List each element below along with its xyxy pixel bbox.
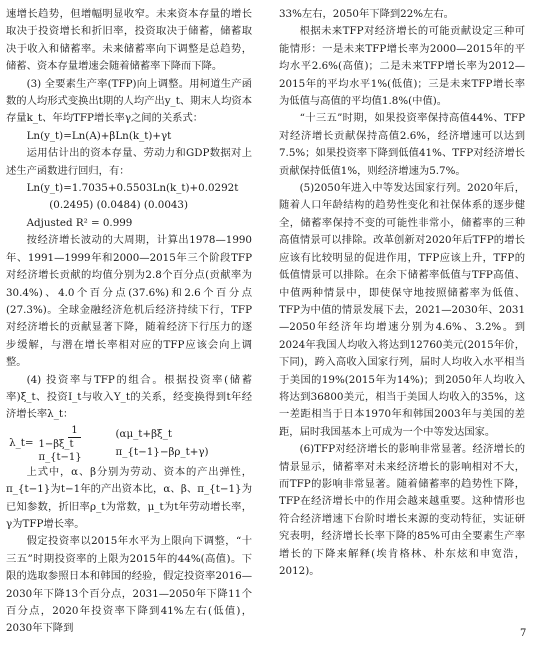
equation-growth-rhs: (αμ_t+βξ_t π_{t−1}−βρ_t+γ) [115,428,209,458]
paragraph-2050-outlook: (5)2050年进入中等发达国家行列。2020年后，随着人口年龄结构的趋势性变化和社保体系的逐步健全，储蓄率保持不变的可能性非常小，储蓄率的三种高值情景可以排除。改革创新对2020年后TFP的增长应该有比较明显的促进作用，TFP应该上升，TFP的低值情景可以排除。在余下储蓄率低值与TFP高值、中值两种情景中，即使保守地按照储蓄率为低值、TFP为中值的情景发展下去，2021—2030年、2031—2050年经济年均增速分别为4.6%、3.2%。到2024年我国人均收入将达到12760美元(2015年价，下同)，跨入高收入国家行列，届时人均收入水平相当于美国的19%(2015年为14%)；到2050年人均收入将达到36800美元，相当于美国人均收入的35%，这一差距相当于日本1970年和韩国2003年与美国的差距，届时我国基本上可成为一个中等发达国家。 [279,182,525,438]
equation-production-function: Ln(y_t)=Ln(A)+βLn(k_t)+γt [26,129,172,142]
right-column [279,6,525,580]
equation-r-squared: Adjusted R² = 0.999 [26,216,133,229]
equation-growth-fraction [36,424,114,464]
page-number: 7 [520,628,527,639]
fraction-numerator: 1 [68,424,80,438]
paragraph-tfp-impact: (6)TFP对经济增长的影响非常显著。经济增长的情景显示，储蓄率对未来经济增长的影响相对不大，而TFP的影响非常显著。随着储蓄率的趋势性下降，TFP在经济增长中的作用会越来越重要。这种情形也符合经济增速下台阶时增长来源的变动特征，实证研究表明，经济增长长率下降的85%可由全要素生产率增长的下降来解释(埃肯格林、朴东炫和申宽浩，2012)。 [279,443,525,577]
paragraph-capital-growth: 速增长趋势，但增幅明显收窄。未来资本存量的增长取决于投资增长和折旧率，投资取决于储蓄，储蓄取决于收入和储蓄率。未来储蓄率向下调整是总趋势，储蓄、资本存量增速会随着储蓄率下降而下降。 [6,8,252,73]
equation-growth-lhs: λ_t= [9,437,34,450]
paragraph-tfp-cycles: 按经济增长波动的大周期，计算出1978—1990年、1991—1999年和2000—2015年三个阶段TFP对经济增长贡献的均值分别为2.8个百分点(贡献率为30.4%)、4.0个百分点(37.6%)和2.6个百分点(27.3%)。全球金融经济危机后经济持续下行，TFP对经济增长的贡献显著下降，随着经济下行压力的逐步缓解，与潜在增长率相对应的TFP应该会向上调整。 [6,234,252,369]
fraction-denominator: 1−βξ_t π_{t−1} [38,438,82,463]
paragraph-investment-tfp-combo: (4) 投资率与TFP的组合。根据投资率(储蓄率)ξ_t、投资I_t与收入Y_t的关系，经变换得到t年经济增长率λ_t： [6,373,252,421]
paragraph-investment-assumption: 假定投资率以2015年水平为上限向下调整，“十三五”时期投资率的上限为2015年的44%(高值)。下限的选取参照日本和韩国的经验，假定投资率2016—2030年下降13个百分点，2031—2050年下降11个百分点，2020年投资率下降到41%左右(低值)，2030年下降到 [6,535,252,635]
equation-regression: Ln(y_t)=1.7035+0.5503Ln(k_t)+0.0292t [26,182,239,195]
paragraph-regression-intro: 运用估计出的资本存量、劳动力和GDP数据对上述生产函数进行回归，有： [6,147,252,177]
paragraph-tfp-intro: (3) 全要素生产率(TFP)向上调整。用柯道生产函数的人均形式变换出t期的人均产出y_t、期末人均资本存量k_t、年均TFP增长率γ之间的关系式： [6,77,252,125]
equation-growth-rate [6,424,252,464]
paragraph-investment-continued: 33%左右，2050年下降到22%左右。 [279,8,454,20]
paragraph-parameters: 上式中，α、β分别为劳动、资本的产出弹性，π_{t−1}为t−1年的产出资本比，α、β、π_{t−1}为已知参数，折旧率ρ_t为常数，μ_t为t年劳动增长率，γ为TFP增长率。 [6,465,252,530]
equation-standard-errors: (0.2495) (0.0484) (0.0043) [49,199,188,212]
paragraph-13th-five-year: “十三五”时期，如果投资率保持高值44%、TFP对经济增长贡献保持高值2.6%，经济增速可以达到7.5%；如果投资率下降到低值41%、TFP对经济增长贡献保持低值1%，则经济增速为5.7%。 [279,112,525,177]
paragraph-tfp-scenarios: 根据未来TFP对经济增长的可能贡献设定三种可能情形：一是未来TFP增长率为2000—2015年的平均水平2.6%(高值)；二是未来TFP增长率为2012—2015年的平均水平1%(低值)；三是未来TFP增长率为低值与高值的平均值1.8%(中值)。 [279,25,525,108]
left-column [6,6,252,638]
